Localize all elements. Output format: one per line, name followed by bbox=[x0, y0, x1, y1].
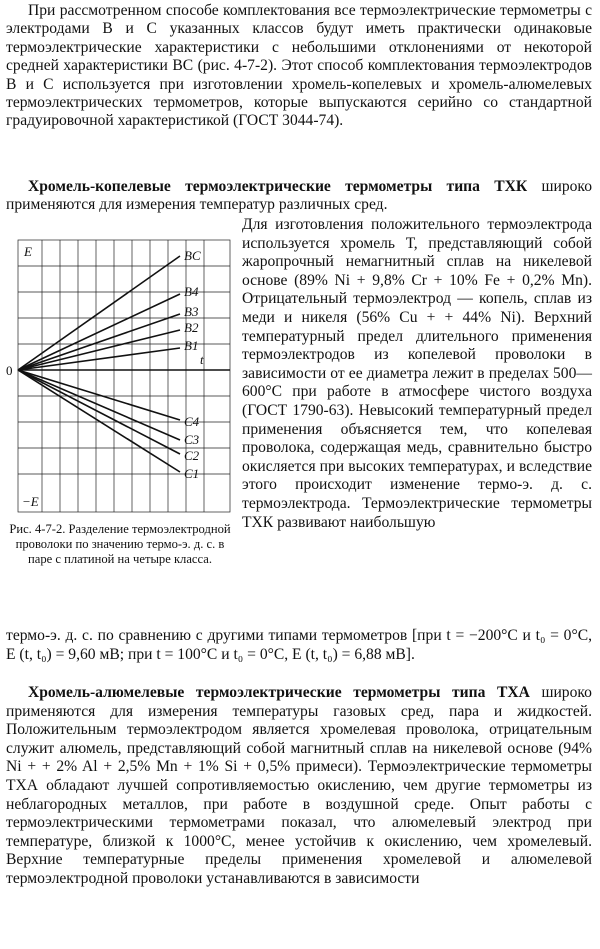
label-b4: B4 bbox=[184, 284, 199, 299]
label-c2: C2 bbox=[184, 448, 200, 463]
txa-heading: Хромель-алюмелевые термоэлектрические термометры типа ТХА bbox=[28, 684, 530, 701]
txk-lead: широко применяются для измерения температур различных сред. bbox=[6, 178, 592, 214]
figure-4-7-2 bbox=[4, 236, 236, 518]
label-minus-e: −E bbox=[22, 494, 39, 509]
label-b3: B3 bbox=[184, 304, 199, 319]
txk-continuation: термо-э. д. с. по сравнению с другими типами термометров [при t = −200°С и t₀ = 0°С, E (t, t₀) = 9,60 мВ; при t = 100°С и t₀ = 0°С, E (t, t₀) = 6,88 мВ]. bbox=[6, 627, 592, 663]
label-c1: C1 bbox=[184, 466, 200, 481]
label-t: t bbox=[200, 352, 204, 367]
txa-body: широко применяются для измерения температуры газовых сред, пара и жидкостей. Положительным термоэлектродом является хромелевая проволока, отрицательным служит алюмель, представляющий собой магнитный сплав на никелевой основе (94% Ni + + 2% Al + 2,5% Mn + 1% Si + 0,5% примеси). Термоэлектрические термометры ТХА обладают лучшей сопротивляемостью окислению, чем другие термометры из неблагородных металлов, при работе в воздушной среде. Опыт работы с термоэлектрическими термометрами показал, что алюмелевый электрод при температуре, близкой к 1000°С, менее устойчив к окислению, чем хромелевый. Верхние температурные пределы применения хромелевой и алюмелевой термоэлектродной проволоки устанавливаются в зависимости bbox=[6, 684, 592, 887]
label-b1: B1 bbox=[184, 338, 199, 353]
label-bc: BC bbox=[184, 248, 201, 263]
txk-right-column: Для изготовления положительного термоэлектрода используется хромель Т, представляющий собой жаропрочный немагнитный сплав на никелевой основе (89% Ni + 9,8% Cr + 10% Fe + 0,2% Mn). Отрицательный термоэлектрод — копель, сплав из меди и никеля (56% Cu + + 44% Ni). Верхний температурный предел длительного применения термоэлектродов из копелевой проволоки в зависимости от ее диаметра лежит в пределах 500—600°С при работе в атмосфере чистого воздуха (ГОСТ 1790-63). Невысокий температурный предел применения объясняется тем, что копелевая проволока, содержащая медь, сравнительно быстро окисляется при высоких температурах, и вследствие этого происходит изменение термо-э. д. с. термоэлектрода. Термоэлектрические термометры ТХК развивают наибольшую bbox=[242, 216, 592, 531]
label-c3: C3 bbox=[184, 432, 200, 447]
label-c4: C4 bbox=[184, 414, 200, 429]
intro-paragraph: При рассмотренном способе комплектования все термоэлектрические термометры с электродами B и C указанных классов будут иметь практически одинаковые термоэлектрические характеристики с небольшими отклонениями от некоторой средней характеристики BC (рис. 4-7-2). Этот способ комплектования термоэлектродов B и C используется при изготовлении хромель-копелевых и хромель-алюмелевых термоэлектрических термометров, которые выпускаются серийно со стандартной градуировочной характеристикой (ГОСТ 3044-74). bbox=[6, 2, 592, 130]
label-e: E bbox=[24, 244, 32, 259]
txk-heading: Хромель-копелевые термоэлектрические термометры типа ТХК bbox=[28, 178, 528, 195]
figure-caption: Рис. 4-7-2. Разделение термоэлектродной проволоки по значению термо-э. д. с. в паре с платиной на четыре класса. bbox=[9, 522, 231, 566]
label-origin: 0 bbox=[6, 363, 13, 378]
label-b2: B2 bbox=[184, 320, 199, 335]
txa-paragraph bbox=[6, 684, 592, 889]
txk-paragraph-start bbox=[6, 178, 592, 215]
